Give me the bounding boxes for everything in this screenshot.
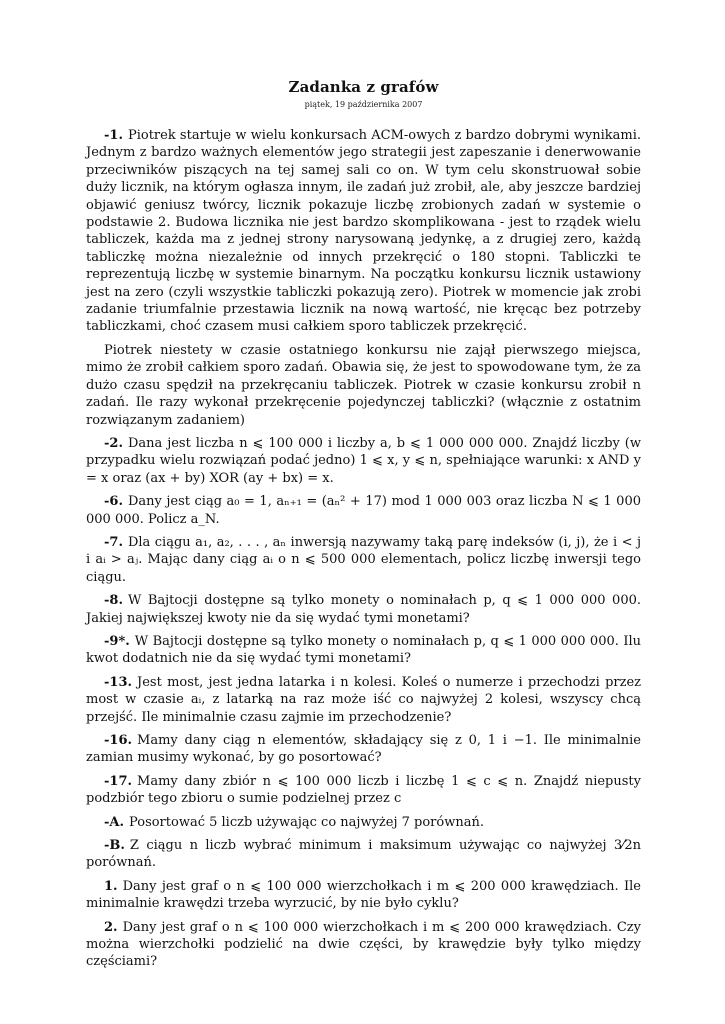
problem-item <box>86 814 641 831</box>
problem-text: W Bajtocji dostępne są tylko monety o nominałach p, q ⩽ 1 000 000 000. Ilu kwot dodatnich nie da się wydać tymi monetami? <box>86 633 641 667</box>
problem-text: W Bajtocji dostępne są tylko monety o nominałach p, q ⩽ 1 000 000 000. Jakiej największej kwoty nie da się wydać tymi monetami? <box>86 593 641 626</box>
problem-number: -7. <box>104 534 123 550</box>
problem-item <box>86 837 641 872</box>
problem-number: -1. <box>104 128 123 143</box>
problem-item <box>86 919 641 971</box>
problem-text: Mamy dany ciąg n elementów, składający się z 0, 1 i −1. Ile minimalnie zamian musimy wykonać, by go posortować? <box>86 733 641 766</box>
problem-item <box>86 674 641 726</box>
problem-number: -A. <box>104 814 125 830</box>
problem-number: -6. <box>104 494 123 510</box>
problem-number: -9*. <box>104 633 130 649</box>
problem-item <box>86 633 641 668</box>
problem-item <box>86 732 641 767</box>
problem-number: -8. <box>104 593 123 609</box>
problem-text: Dana jest liczba n ⩽ 100 000 i liczby a, b ⩽ 1 000 000 000. Znajdź liczby (w przypadku wielu rozwiązań podać jedno) 1 ⩽ x, y ⩽ n, spełniające warunki: x AND y = x oraz (ax + by) XOR (ay + bx) = x. <box>86 435 641 486</box>
page-title: Zadanka z grafów <box>288 78 439 96</box>
problem-text: Posortować 5 liczb używając co najwyżej 7 porównań. <box>129 814 484 830</box>
problem-text: Piotrek startuje w wielu konkursach ACM-owych z bardzo dobrymi wynikami. Jednym z bardzo ważnych elementów jego strategii jest zapeszanie i denerwowanie przeciwników piszących na tej samej sali co on. W tym celu skonstruował sobie duży licznik, na którym ogłasza innym, ile zadań już zrobił, ale, aby jeszcze bardziej objawić geniusz twórcy, licznik pokazuje liczbę zrobionych zadań w systemie o podstawie 2. Budowa licznika nie jest bardzo skomplikowana - jest to rządek wielu tabliczek, każda ma z jednej strony narysowaną jedynkę, a z drugiej zero, każdą tabliczkę można niezależnie od innych przekręcić o 180 stopni. Tabliczki te reprezentują liczbę w systemie binarnym. Na początku konkursu licznik ustawiony jest na zero (czyli wszystkie tabliczki pokazują zero). Piotrek w momencie jak zrobi zadanie triumfalnie przestawia licznik na nową wartość, nie kręcąc bez potrzeby tabliczkami, choć czasem musi całkiem sporo tabliczek przekręcić. <box>86 128 641 335</box>
problem-text: Dla ciągu a₁, a₂, . . . , aₙ inwersją nazywamy taką parę indeksów (i, j), że i < j i aᵢ > aⱼ. Mając dany ciąg aᵢ o n ⩽ 500 000 elementach, policz liczbę inwersji tego ciągu. <box>86 534 641 585</box>
problem-text: Jest most, jest jedna latarka i n kolesi. Koleś o numerze i przechodzi przez most w czasie aᵢ, z latarką na raz może iść co najwyżej 2 kolesi, wszyscy chcą przejść. Ile minimalnie czasu zajmie im przechodzenie? <box>86 674 641 725</box>
problem-number: 1. <box>104 878 118 894</box>
page-date: piątek, 19 października 2007 <box>304 100 423 109</box>
problem-text: Dany jest graf o n ⩽ 100 000 wierzchołkach i m ⩽ 200 000 krawędziach. Ile minimalnie krawędzi trzeba wyrzucić, by nie było cyklu? <box>86 878 641 912</box>
problem-text: Dany jest graf o n ⩽ 100 000 wierzchołkach i m ⩽ 200 000 krawędziach. Czy można wierzchołki podzielić na dwie części, by krawędzie były tylko między częściami? <box>86 919 641 970</box>
problem-text: Piotrek niestety w czasie ostatniego konkursu nie zajął pierwszego miejsca, mimo że zrobił całkiem sporo zadań. Obawia się, że jest to spowodowane tym, że za dużo czasu spędził na przekręcaniu tabliczek. Piotrek w czasie konkursu zrobił n zadań. Ile razy wykonał przekręcenie pojedynczej tabliczki? (włącznie z ostatnim rozwiązanym zadaniem) <box>86 342 641 428</box>
problem-item <box>86 435 641 487</box>
problem-number: -13. <box>104 674 133 690</box>
problem-item <box>86 534 641 586</box>
problem-number: -17. <box>104 773 133 789</box>
problem-item <box>86 592 641 627</box>
problem-number: -2. <box>104 435 123 451</box>
problem-item <box>86 773 641 808</box>
problem-text: Dany jest ciąg a₀ = 1, aₙ₊₁ = (aₙ² + 17) mod 1 000 003 oraz liczba N ⩽ 1 000 000 000. Policz a_N. <box>86 494 641 527</box>
problem-number: -B. <box>104 838 125 854</box>
problem-continuation <box>86 342 641 429</box>
problem-text: Mamy dany zbiór n ⩽ 100 000 liczb i liczbę 1 ⩽ c ⩽ n. Znajdź niepusty podzbiór tego zbioru o sumie podzielnej przez c <box>86 773 641 807</box>
problem-number: -16. <box>104 733 133 748</box>
problem-number: 2. <box>104 919 118 935</box>
problem-item <box>86 127 641 336</box>
problem-item <box>86 493 641 528</box>
problem-text: Z ciągu n liczb wybrać minimum i maksimum używając co najwyżej 3⁄2n porównań. <box>86 838 641 871</box>
problem-item <box>86 878 641 913</box>
